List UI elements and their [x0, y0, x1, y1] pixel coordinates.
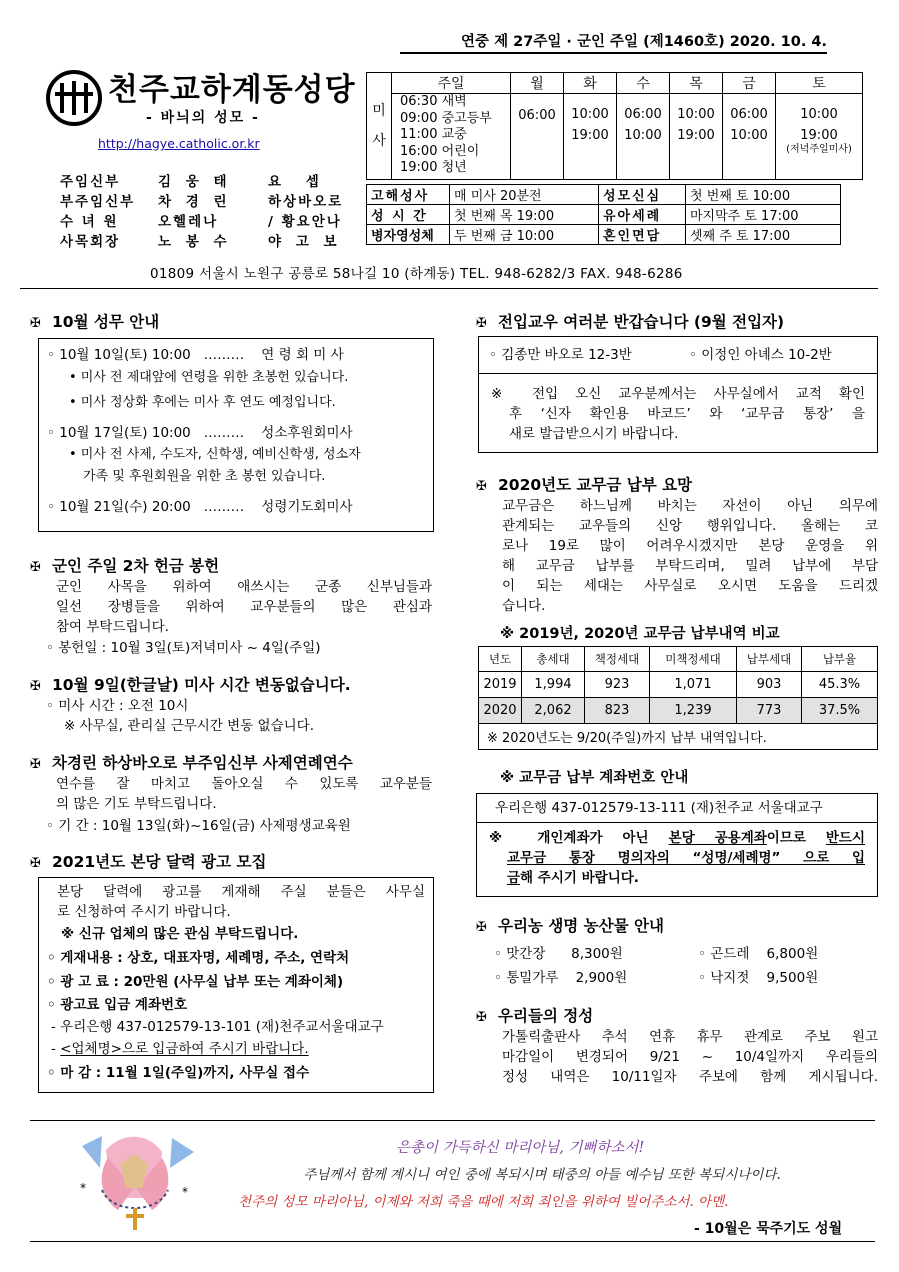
cross-icon: ✠ — [476, 479, 487, 494]
staff-row: 사목회장 노 봉 수 야 고 보 — [60, 234, 342, 250]
mon-times: 06:00 — [511, 94, 564, 180]
day-header: 목 — [670, 73, 723, 94]
retreat-period: ◦ 기 간 : 10월 13일(화)~16일(금) 사제평생교육원 — [46, 818, 351, 834]
praying-hands-rosary-icon — [62, 1128, 210, 1240]
parish-address: 01809 서울시 노원구 공릉로 58나길 10 (하계동) TEL. 948-6282/3 FAX. 948-6286 — [150, 266, 683, 282]
calendar-ads-box: 본당 달력에 광고를 게재해 주실 분들은 사무실 로 신청하여 주시기 바랍니다. ※ 신규 업체의 많은 관심 부탁드립니다. ◦ 게재내용 : 상호, 대표자명, 세례명, 주소, 연락처 ◦ 광 고 료 : 20만원 (사무실 납부 또는 계좌이체) ◦ 광고료 입금 계좌번호 - 우리은행 437-012579-13-101 (재)천주교서울대교구 - <업체명>으로 입금하여 주시기 바랍니다. ◦ 마 감 : 11월 1일(주일)까지, 사무실 접수 — [38, 877, 434, 1093]
church-name: 천주교하계동성당 — [108, 72, 356, 108]
table-note-row: ※ 2020년도는 9/20(주일)까지 납부 내역입니다. — [479, 724, 878, 750]
prayer-line-3: 천주의 성모 마리아님, 이제와 저희 죽을 때에 저희 죄인을 위하여 빌어주소서. 아멘. — [238, 1194, 729, 1210]
schedule-entry: ◦ 10월 17일(토) 10:00 ……… 성소후원회미사 — [47, 425, 353, 441]
rosary-month-note: - 10월은 묵주기도 성월 — [694, 1221, 843, 1237]
tue-times: 10:00 19:00 — [564, 94, 617, 180]
schedule-bullet: • 미사 정상화 후에는 미사 후 연도 예정입니다. — [69, 395, 336, 410]
day-header: 금 — [723, 73, 776, 94]
newcomers-box — [478, 336, 878, 453]
cross-icon: ✠ — [30, 679, 41, 694]
produce-list — [494, 942, 874, 990]
list-item: ◦ 맛간장 8,300원 — [494, 946, 623, 962]
section-title-military-sunday: ✠ 군인 주일 2차 헌금 봉헌 — [30, 557, 220, 575]
account-box — [476, 793, 878, 897]
wed-times: 06:00 10:00 — [617, 94, 670, 180]
info-row: 고해성사 매 미사 20분전 성모신심 첫 번째 토 10:00 — [367, 185, 841, 205]
table-header-row: 년도 총세대 책정세대 미책정세대 납부세대 납부율 — [479, 647, 878, 672]
account-note: ※ 개인계좌가 아닌 본당 공용계좌이므로 반드시 교무금 통장 명의자의 “성명/세례명” 으로 입 금해 주시기 바랍니다. — [489, 830, 866, 886]
mass-time-note: ◦ 미사 시간 : 오전 10시 — [46, 698, 189, 714]
table-row: 2019 1,994 923 1,071 903 45.3% — [479, 672, 878, 698]
newcomers-list: ◦ 김종만 바오로 12-3반 ◦ 이정인 아녜스 10-2반 — [479, 337, 877, 374]
cross-icon: ✠ — [30, 856, 41, 871]
church-motto: - 바늬의 성모 - — [146, 110, 260, 126]
sat-times: 10:00 19:00 (저녁주일미사) — [776, 94, 863, 180]
church-url-link[interactable]: http://hagye.catholic.or.kr — [98, 136, 260, 151]
section-title-offerings: ✠ 우리들의 정성 — [476, 1007, 594, 1025]
svg-text:*: * — [80, 1181, 86, 1195]
header-rule — [400, 52, 827, 54]
dues-comparison-table — [478, 646, 878, 750]
office-note: ※ 사무실, 관리실 근무시간 변동 없습니다. — [64, 718, 315, 734]
schedule-box — [38, 338, 434, 532]
staff-row: 주임신부 김 웅 태 요 셉 — [60, 174, 329, 190]
section-title-hangul-day: ✠ 10월 9일(한글날) 미사 시간 변동없습니다. — [30, 676, 351, 694]
prayer-line-1: 은총이 가득하신 마리아님, 기뻐하소서! — [396, 1140, 645, 1156]
table-row: 2020 2,062 823 1,239 773 37.5% — [479, 698, 878, 724]
cross-icon: ✠ — [476, 1010, 487, 1025]
dues-text: 교무금은 하느님께 바치는 자선이 아닌 의무에 관계되는 교우들의 신앙 행위입니다. 올해는 코 로나 19로 많이 어려우시겠지만 본당 운영을 위 해 교무금 납부를 부탁드리며, 밀려 납부에 부담 이 되는 세대는 사무실로 오시면 도움을 드리겠 습니다. — [502, 498, 878, 614]
list-item: ◦ 통밀가루 2,900원 — [494, 970, 628, 986]
schedule-bullet: 가족 및 후원회원을 위한 초 봉헌 있습니다. — [83, 469, 326, 484]
day-header: 토 — [776, 73, 863, 94]
section-title-calendar-ads: ✠ 2021년도 본당 달력 광고 모집 — [30, 853, 267, 871]
footer-rule-bottom — [30, 1241, 875, 1242]
offering-date: ◦ 봉헌일 : 10월 3일(토)저녁미사 ~ 4일(주일) — [46, 640, 321, 656]
issue-header — [0, 0, 899, 54]
prayer-line-2: 주님께서 함께 계시니 여인 중에 복되시며 태중의 아들 예수님 또한 복되시나이다. — [303, 1167, 781, 1183]
mass-label: 미 사 — [367, 73, 392, 180]
sacrament-info-table — [366, 184, 841, 245]
cross-icon: ✠ — [476, 920, 487, 935]
day-header: 화 — [564, 73, 617, 94]
sunday-times: 06:30 새벽 09:00 중고등부 11:00 교중 16:00 어린이 19:00 청년 — [392, 94, 511, 180]
staff-list — [60, 170, 350, 250]
info-row: 병자영성체 두 번째 금 10:00 혼인면담 셋째 주 토 17:00 — [367, 225, 841, 245]
schedule-bullet: • 미사 전 제대앞에 연령을 위한 초봉헌 있습니다. — [69, 370, 349, 385]
staff-row: 수 녀 원 오헬레나 / 황요안나 — [60, 214, 342, 230]
day-header: 주일 — [392, 73, 511, 94]
cross-icon: ✠ — [30, 757, 41, 772]
schedule-entry: ◦ 10월 10일(토) 10:00 ……… 연 령 회 미 사 — [47, 347, 344, 363]
account-number: 우리은행 437-012579-13-111 (재)천주교 서울대교구 — [477, 794, 877, 823]
mass-schedule-table — [366, 72, 863, 180]
section-title-retreat: ✠ 차경린 하상바오로 부주임신부 사제연례연수 — [30, 754, 353, 772]
military-sunday-text: 군인 사목을 위하여 애쓰시는 군종 신부님들과 일선 장병들을 위하여 교우분들의 많은 관심과 참여 부탁드립니다. — [56, 579, 432, 635]
address-rule — [20, 288, 878, 289]
fri-times: 06:00 10:00 — [723, 94, 776, 180]
info-row: 성 시 간 첫 번째 목 19:00 유아세례 마지막주 토 17:00 — [367, 205, 841, 225]
list-item: ◦ 곤드레 6,800원 — [698, 946, 819, 962]
section-title-schedule: ✠ 10월 성무 안내 — [30, 313, 160, 331]
offerings-text: 가톨릭출판사 추석 연휴 휴무 관계로 주보 원고 마감일이 변경되어 9/21 ~ 10/4일까지 우리들의 정성 내역은 10/11일자 주보에 함께 게시됩니다. — [502, 1029, 878, 1085]
retreat-text: 연수를 잘 마치고 돌아오실 수 있도록 교우분들 의 많은 기도 부탁드립니다. — [56, 776, 432, 812]
list-item: ◦ 낙지젓 9,500원 — [698, 970, 819, 986]
staff-row: 부주임신부 차 경 린 하상바오로 — [60, 194, 344, 210]
section-title-account: ※ 교무금 납부 계좌번호 안내 — [500, 770, 689, 786]
cross-icon: ✠ — [30, 316, 41, 331]
svg-text:*: * — [182, 1185, 188, 1199]
cross-icon: ✠ — [30, 560, 41, 575]
footer-rule-top — [30, 1120, 875, 1121]
schedule-bullet: • 미사 전 사제, 수도자, 신학생, 예비신학생, 성소자 — [69, 447, 361, 462]
day-header: 수 — [617, 73, 670, 94]
issue-info: 연중 제 27주일 · 군인 주일 (제1460호) 2020. 10. 4. — [461, 34, 827, 50]
newcomers-note: ※ 전입 오신 교우분께서는 사무실에서 교적 확인 후 ‘신자 확인용 바코드’ 와 ‘교무금 통장’ 을 새로 발급받으시기 바랍니다. — [491, 386, 865, 442]
church-logo-icon — [46, 70, 102, 126]
section-title-produce: ✠ 우리농 생명 농산물 안내 — [476, 917, 664, 935]
schedule-entry: ◦ 10월 21일(수) 20:00 ……… 성령기도회미사 — [47, 499, 353, 515]
section-title-dues: ✠ 2020년도 교무금 납부 요망 — [476, 476, 693, 494]
section-title-newcomers: ✠ 전입교우 여러분 반갑습니다 (9월 전입자) — [476, 313, 785, 331]
day-header: 월 — [511, 73, 564, 94]
dues-table-title: ※ 2019년, 2020년 교무금 납부내역 비교 — [500, 626, 780, 642]
thu-times: 10:00 19:00 — [670, 94, 723, 180]
cross-icon: ✠ — [476, 316, 487, 331]
